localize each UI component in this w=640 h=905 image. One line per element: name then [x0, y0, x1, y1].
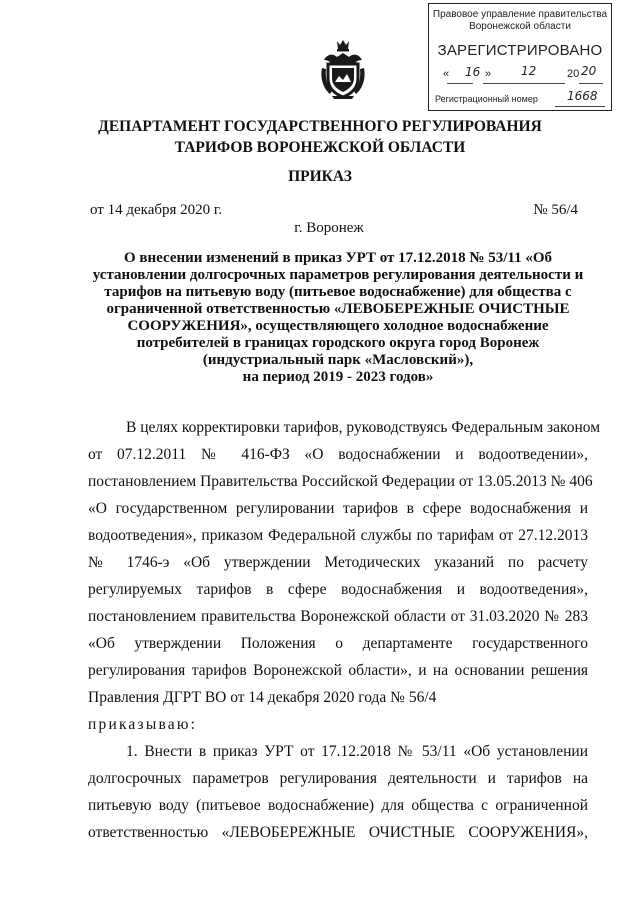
stamp-date-quote-close: »	[485, 68, 492, 80]
body-line: 1. Внести в приказ УРТ от 17.12.2018 № 53/11 «Об установлении	[126, 743, 588, 760]
body-line-order-word: приказываю:	[88, 716, 198, 733]
subject-line: установлении долгосрочных параметров регулирования деятельности и	[92, 267, 584, 283]
body-line: регулирования тарифов Воронежской области», и на основании решения	[88, 662, 588, 679]
document-body	[88, 414, 601, 846]
stamp-number-row	[435, 89, 605, 104]
document-subject	[88, 250, 588, 386]
stamp-organization	[429, 9, 611, 33]
body-line: долгосрочных параметров регулирования деятельности и тарифов на	[88, 770, 588, 787]
stamp-year-line	[579, 83, 603, 84]
subject-line: СООРУЖЕНИЯ», осуществляющего холодное водоснабжение	[127, 318, 549, 334]
body-line: ответственностью «ЛЕВОБЕРЕЖНЫЕ ОЧИСТНЫЕ СООРУЖЕНИЯ»,	[88, 824, 588, 841]
body-line: регулируемых тарифов в сфере водоснабжения и водоотведения»,	[88, 581, 588, 598]
stamp-number-label: Регистрационный номер	[435, 94, 538, 104]
subject-line: потребителей в границах городского округа город Воронеж	[136, 335, 540, 351]
stamp-org-line: Правовое управление правительства	[432, 9, 608, 20]
body-line: Правления ДГРТ ВО от 14 декабря 2020 года № 56/4	[88, 689, 437, 706]
department-title-line: ТАРИФОВ ВОРОНЕЖСКОЙ ОБЛАСТИ	[174, 139, 466, 156]
stamp-number-line	[555, 106, 605, 107]
body-line: от 07.12.2011 № 416-ФЗ «О водоснабжении и водоотведении»,	[88, 446, 588, 463]
coat-of-arms-icon	[318, 38, 368, 100]
stamp-date-quote-open: «	[443, 68, 450, 80]
stamp-date	[443, 64, 603, 84]
body-line: В целях корректировки тарифов, руководствуясь Федеральным законом	[126, 419, 601, 436]
body-line: «Об утверждении Положения о департаменте государственного	[88, 635, 588, 652]
stamp-number: 1668	[567, 89, 598, 103]
department-title	[0, 116, 640, 158]
stamp-day-line	[447, 83, 473, 84]
subject-line: ограниченной ответственностью «ЛЕВОБЕРЕЖНЫЕ ОЧИСТНЫЕ	[106, 301, 570, 317]
body-line: постановлением Правительства Российской Федерации от 13.05.2013 № 406	[88, 473, 593, 490]
stamp-date-year-prefix: 20	[567, 68, 580, 80]
stamp-month-line	[483, 83, 565, 84]
document-type: ПРИКАЗ	[288, 168, 352, 185]
body-line: питьевую воду (питьевое водоснабжение) для общества с ограниченной	[88, 797, 588, 814]
registration-stamp	[428, 3, 612, 111]
body-line: № 1746-э «Об утверждении Методических указаний по расчету	[88, 554, 588, 571]
stamp-registered-label: ЗАРЕГИСТРИРОВАНО	[437, 42, 603, 59]
document-date: от 14 декабря 2020 г.	[90, 202, 223, 218]
body-line: «О государственном регулировании тарифов в сфере водоснабжения и	[88, 500, 588, 517]
stamp-date-year: 20	[581, 64, 597, 78]
subject-line: тарифов на питьевую воду (питьевое водоснабжение) для общества с	[104, 284, 572, 300]
document-number: № 56/4	[533, 202, 578, 218]
body-line: водоотведения», приказом Федеральной службы по тарифам от 27.12.2013	[88, 527, 588, 544]
stamp-date-month: 12	[521, 64, 537, 78]
stamp-date-day: 16	[465, 65, 481, 79]
stamp-org-line: Воронежской области	[469, 21, 571, 32]
document-city: г. Воронеж	[294, 220, 364, 236]
department-title-line: ДЕПАРТАМЕНТ ГОСУДАРСТВЕННОГО РЕГУЛИРОВАНИЯ	[98, 118, 542, 135]
body-line: постановлением правительства Воронежской области от 31.03.2020 № 283	[88, 608, 588, 625]
subject-line: О внесении изменений в приказ УРТ от 17.12.2018 № 53/11 «Об	[123, 250, 553, 266]
subject-line: (индустриальный парк «Масловский»),	[202, 352, 474, 368]
subject-line: на период 2019 - 2023 годов»	[242, 369, 434, 385]
